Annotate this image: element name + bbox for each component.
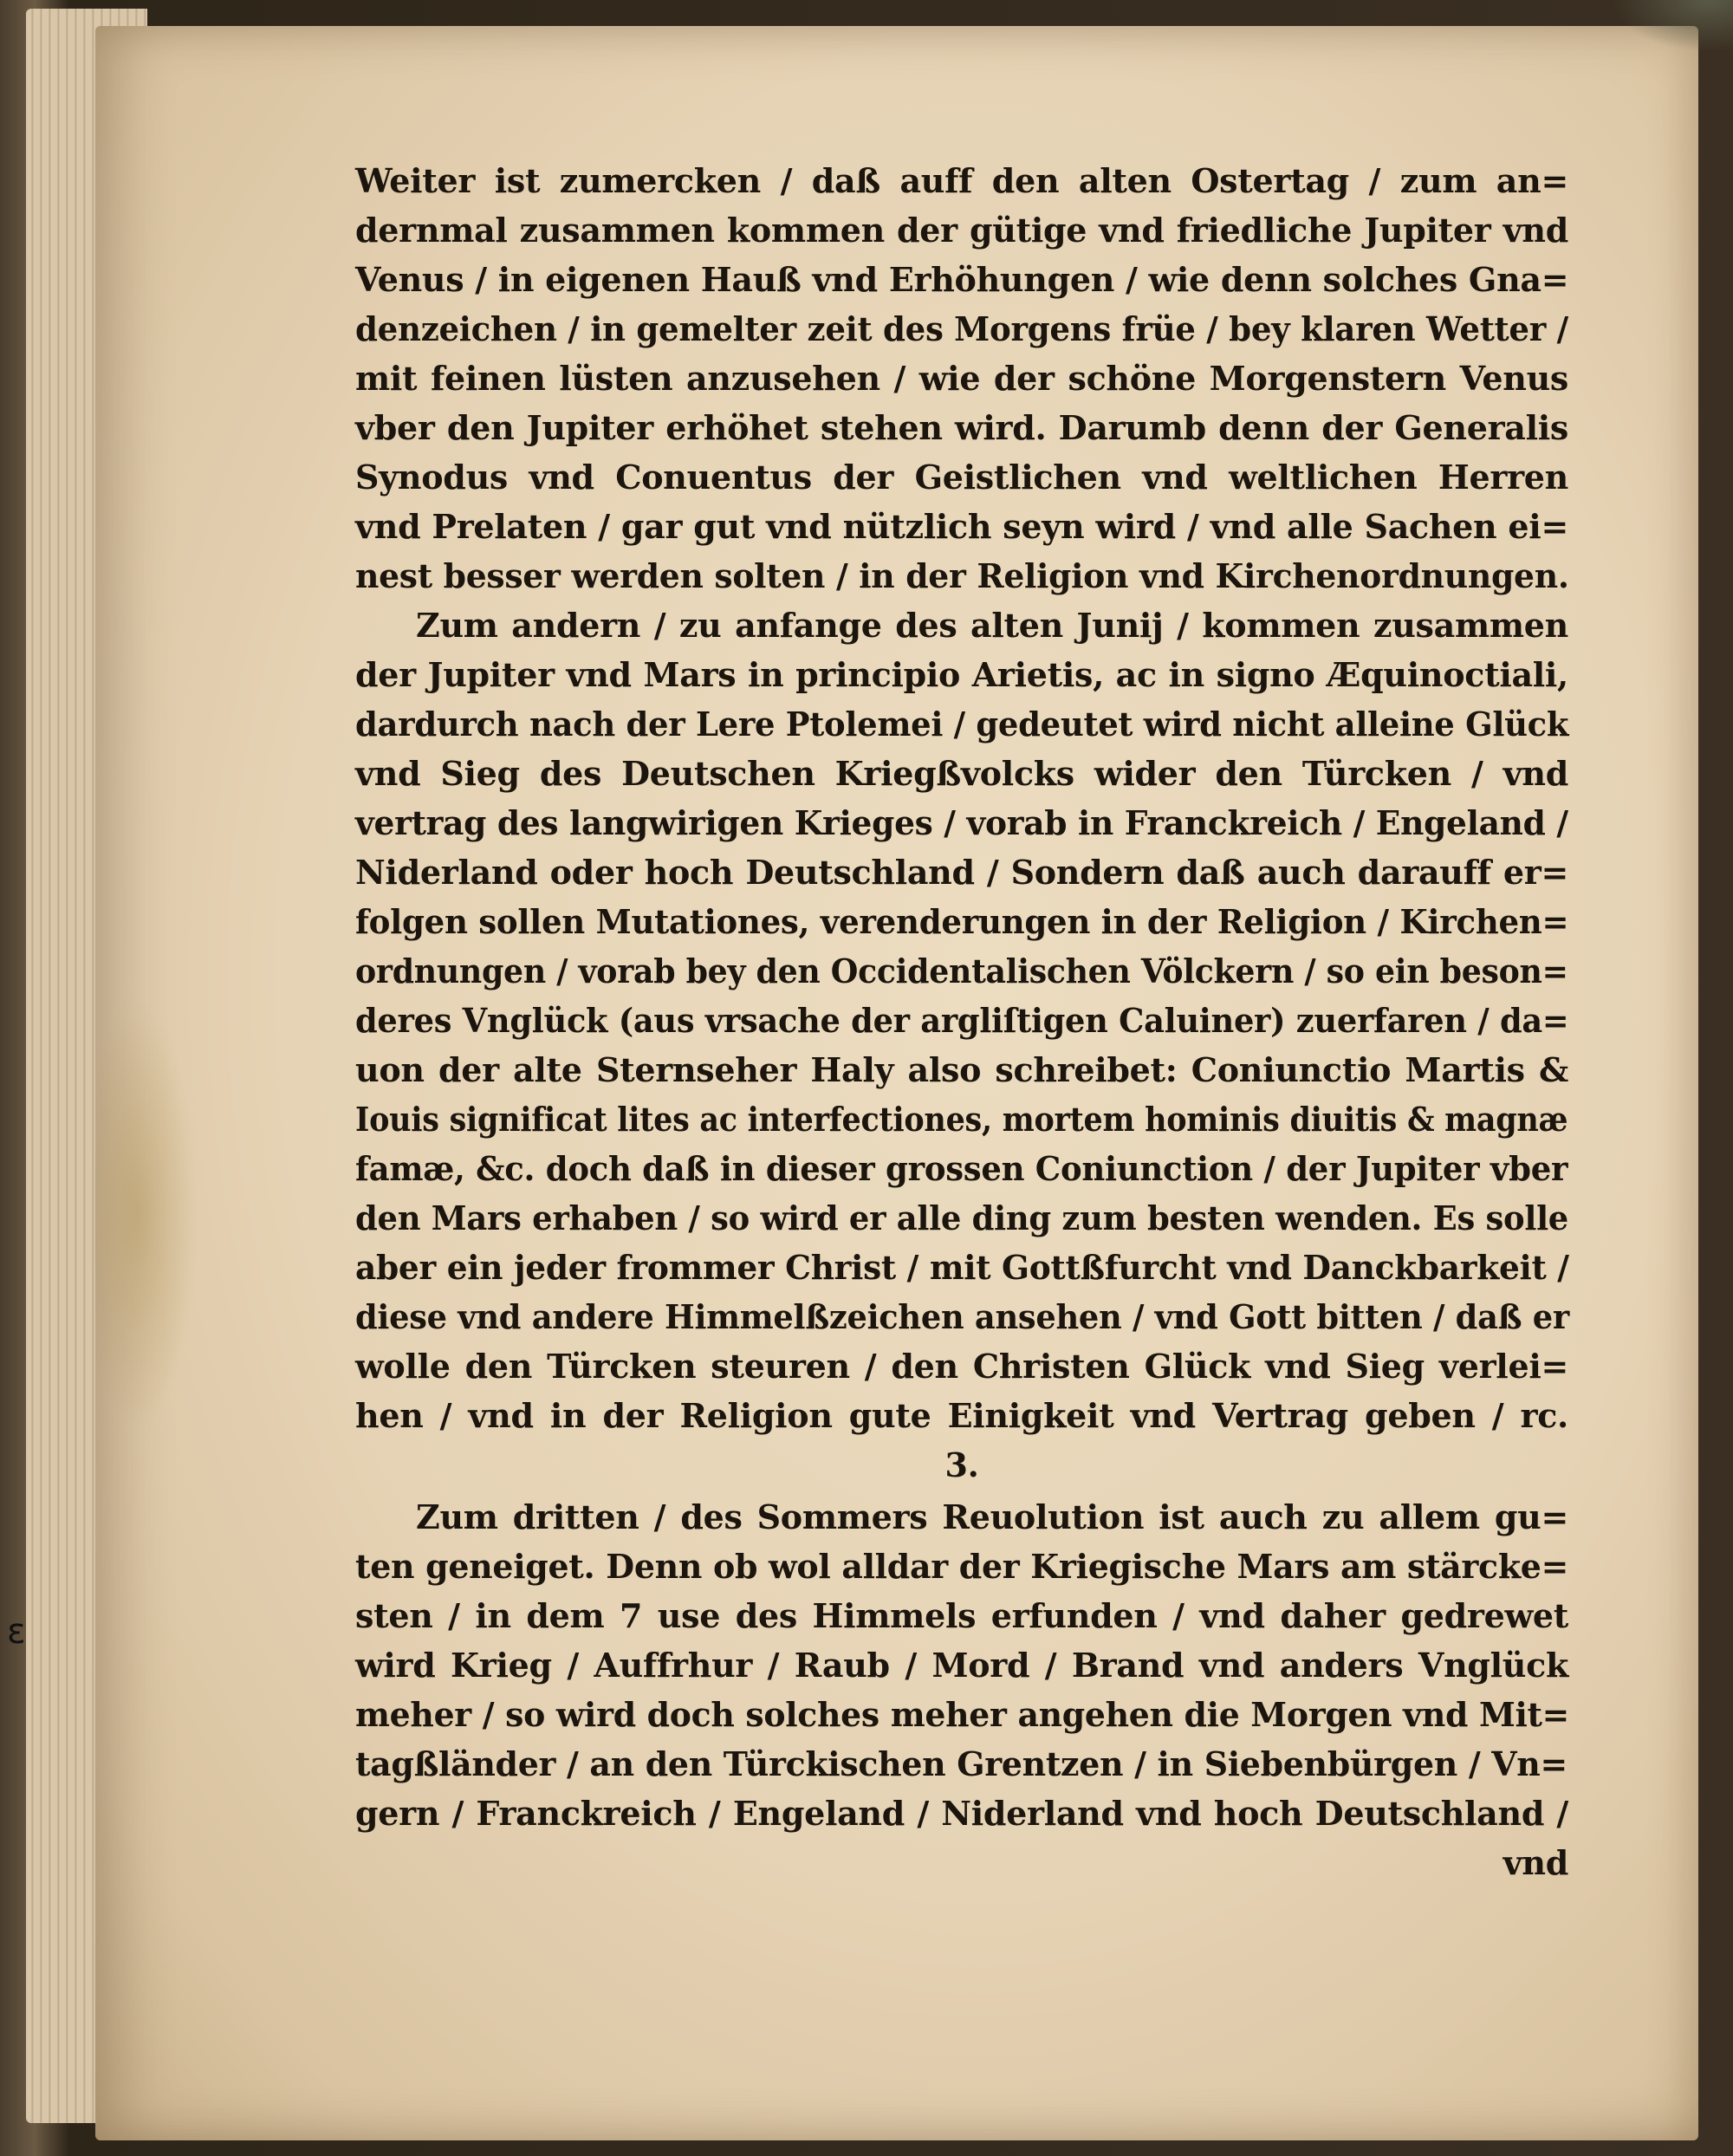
text-line: gern / Franckreich / Engeland / Niderland vnd hoch Deutschland / [355,1794,1568,1833]
text-line: Zum andern / zu anfange des alten Junij / kommen zusammen [416,606,1568,645]
text-line: mit feinen lüsten anzusehen / wie der schöne Morgenstern Venus [355,359,1568,398]
text-line: ordnungen / vorab bey den Occidentalischen Völckern / so ein beson= [355,951,1568,990]
text-line: Weiter ist zumercken / daß auff den alten Ostertag / zum an= [355,161,1568,200]
text-line: den Mars erhaben / so wird er alle ding zum besten wenden. Es solle [355,1198,1568,1237]
text-line: vertrag des langwirigen Krieges / vorab in Franckreich / Engeland / [355,803,1568,842]
text-line: folgen sollen Mutationes, verenderungen in der Religion / Kirchen= [355,902,1569,941]
section-number: 3. [944,1445,979,1484]
text-line: dernmal zusammen kommen der gütige vnd friedliche Jupiter vnd [355,211,1568,250]
text-line: sten / in dem 7 use des Himmels erfunden / vnd daher gedrewet [355,1596,1568,1635]
text-line: dardurch nach der Lere Ptolemei / gedeutet wird nicht alleine Glück [355,705,1569,744]
text-line: nest besser werden solten / in der Religion vnd Kirchenordnungen. [355,556,1569,595]
margin-mark: ɛ [7,1612,26,1652]
text-line: Iouis significat lites ac interfectiones, mortem hominis diuitis & magnæ [355,1100,1568,1139]
paragraph-3 [355,1492,1568,1838]
text-line: tagßländer / an den Türckischen Grentzen / in Siebenbürgen / Vn= [355,1744,1567,1783]
paper-stain [95,997,199,1430]
text-line: famæ, &c. doch daß in dieser grossen Coniunction / der Jupiter vber [355,1149,1568,1188]
text-line: vnd Prelaten / gar gut vnd nützlich seyn wird / vnd alle Sachen ei= [355,507,1568,546]
text-line: denzeichen / in gemelter zeit des Morgens früe / bey klaren Wetter / [355,309,1568,348]
text-line: Venus / in eigenen Hauß vnd Erhöhungen / wie denn solches Gna= [355,260,1569,299]
catchword: vnd [1503,1843,1568,1882]
text-line: uon der alte Sternseher Haly also schreibet: Coniunctio Martis & [355,1050,1568,1089]
text-line: Niderland oder hoch Deutschland / Sondern daß auch darauff er= [355,853,1568,892]
paragraph-1 [355,156,1568,601]
text-line: Synodus vnd Conuentus der Geistlichen vnd weltlichen Herren [355,458,1568,497]
text-line: der Jupiter vnd Mars in principio Arietis, ac in signo Æquinoctiali, [355,655,1568,694]
text-line: vnd Sieg des Deutschen Kriegßvolcks wider den Türcken / vnd [355,754,1568,793]
text-line: diese vnd andere Himmelßzeichen ansehen / vnd Gott bitten / daß er [355,1297,1570,1336]
text-line: hen / vnd in der Religion gute Einigkeit vnd Vertrag geben / rc. [355,1396,1568,1435]
text-line: meher / so wird doch solches meher angehen die Morgen vnd Mit= [355,1695,1570,1734]
text-line: deres Vnglück (aus vrsache der argliſtigen Caluiner) zuerfaren / da= [355,1001,1569,1040]
text-line: vber den Jupiter erhöhet stehen wird. Darumb denn der Generalis [355,408,1568,447]
text-block [355,156,1568,1887]
text-line: Zum dritten / des Sommers Reuolution ist auch zu allem gu= [416,1497,1568,1536]
text-line: ten geneiget. Denn ob wol alldar der Kriegische Mars am stärcke= [355,1547,1569,1586]
text-line: wird Krieg / Auffrhur / Raub / Mord / Brand vnd anders Vnglück [355,1646,1568,1685]
corner-shadow [1612,0,1733,52]
text-line: wolle den Türcken steuren / den Christen Glück vnd Sieg verlei= [355,1347,1568,1386]
text-line: aber ein jeder frommer Christ / mit Gottßfurcht vnd Danckbarkeit / [355,1248,1569,1287]
paragraph-2 [355,601,1568,1440]
